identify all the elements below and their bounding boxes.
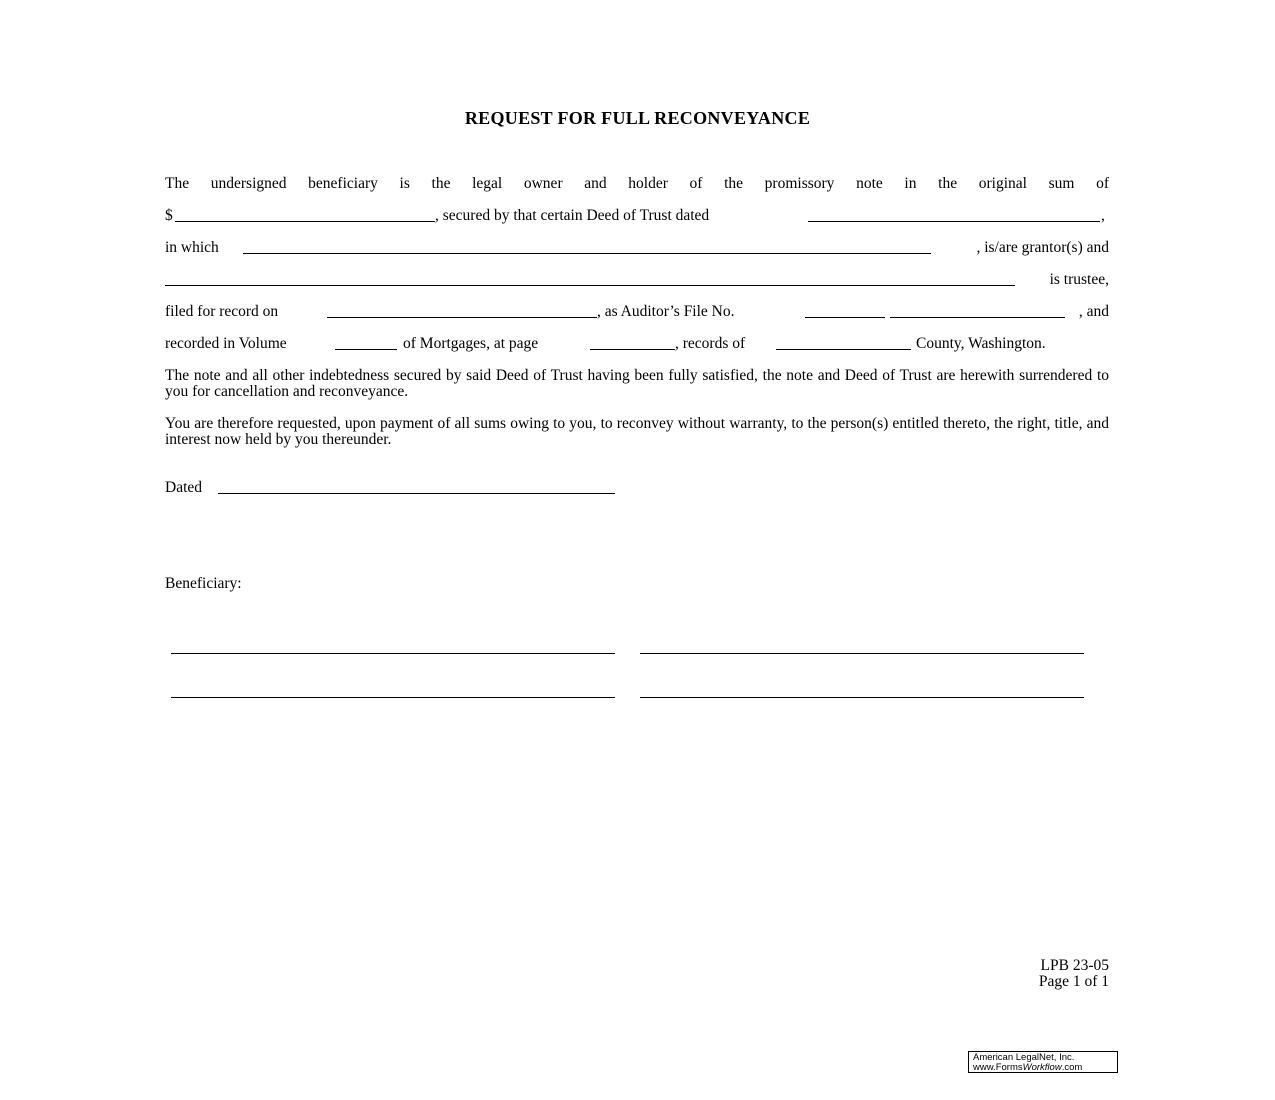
document-title: REQUEST FOR FULL RECONVEYANCE xyxy=(464,108,811,128)
volume-field[interactable] xyxy=(335,349,397,350)
filed-line xyxy=(165,302,1109,322)
request-paragraph: You are therefore requested, upon payment of all sums owing to you, to reconvey without warranty, to the person(s) entitled thereto, the right, title, and interest now held by you thereunder. xyxy=(165,415,1109,448)
recorded-line xyxy=(165,334,1109,354)
grantor-field[interactable] xyxy=(243,253,931,254)
deed-date-field[interactable] xyxy=(808,221,1100,222)
url-italic: Workflow xyxy=(1022,1062,1062,1073)
trustee-line xyxy=(165,270,1109,290)
filed-line-label: filed for record on xyxy=(165,303,279,320)
form-id: LPB 23-05 xyxy=(1040,957,1109,974)
county-label: County, Washington. xyxy=(916,335,1046,352)
intro-line: The undersigned beneficiary is the legal owner and holder of the promissory note in the original sum of xyxy=(165,175,1109,192)
url-prefix: www.Forms xyxy=(973,1062,1023,1073)
satisfaction-paragraph: The note and all other indebtedness secured by said Deed of Trust having been fully satisfied, the note and Deed of Trust are herewith surrendered to you for cancellation and reconveyance. xyxy=(165,367,1109,400)
grantor-line-label: in which xyxy=(165,239,219,256)
county-field[interactable] xyxy=(776,349,911,350)
filed-line-text: , and xyxy=(1078,303,1109,320)
sum-line-text: , secured by that certain Deed of Trust dated xyxy=(435,207,710,224)
grantor-line xyxy=(165,238,1109,258)
dated-line xyxy=(165,478,1109,498)
auditor-label: , as Auditor’s File No. xyxy=(597,303,735,320)
dated-label: Dated xyxy=(165,479,203,496)
mortgages-label: of Mortgages, at page xyxy=(403,335,539,352)
signature-line-1[interactable] xyxy=(171,653,615,654)
dated-field[interactable] xyxy=(218,493,615,494)
page-number: Page 1 of 1 xyxy=(1038,973,1109,990)
trustee-field[interactable] xyxy=(165,285,1015,286)
url-suffix: .com xyxy=(1061,1062,1083,1073)
comma: , xyxy=(1101,207,1105,224)
publisher-name: American LegalNet, Inc. xyxy=(973,1052,1075,1063)
records-label: , records of xyxy=(675,335,746,352)
sum-line xyxy=(165,206,1109,226)
auditor-file-field-2[interactable] xyxy=(890,317,1065,318)
trustee-line-text: is trustee, xyxy=(1049,271,1109,288)
beneficiary-label: Beneficiary: xyxy=(165,575,242,592)
page-field[interactable] xyxy=(590,349,675,350)
publisher-badge xyxy=(968,1051,1118,1073)
footer xyxy=(1039,958,1109,990)
signature-line-4[interactable] xyxy=(640,697,1084,698)
recorded-label: recorded in Volume xyxy=(165,335,287,352)
filed-date-field[interactable] xyxy=(327,317,597,318)
signature-line-2[interactable] xyxy=(640,653,1084,654)
publisher-url xyxy=(973,1063,1117,1073)
grantor-line-text: , is/are grantor(s) and xyxy=(976,239,1109,256)
original-sum-field[interactable] xyxy=(175,221,435,222)
signature-line-3[interactable] xyxy=(171,697,615,698)
dollar-sign: $ xyxy=(165,207,173,224)
auditor-file-field-1[interactable] xyxy=(805,317,885,318)
